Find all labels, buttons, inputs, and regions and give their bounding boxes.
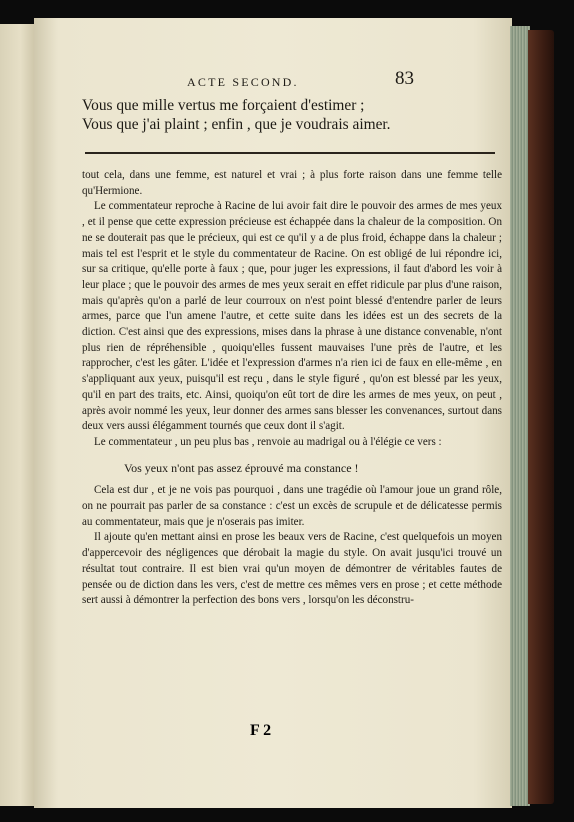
body-text (82, 168, 502, 609)
paragraph: Cela est dur , et je ne vois pas pourquoi , dans une tragédie où l'amour joue un grand rôle, on ne pourrait pas parler de sa constance : c'est un excès de scrupule et de délicatesse permis au commentateur, mais que je n'oserais pas imiter. (82, 484, 502, 528)
page-edges (510, 26, 530, 806)
left-page-edge (0, 24, 34, 806)
running-title: ACTE SECOND. (187, 75, 299, 89)
running-header (82, 68, 502, 96)
paragraph: Il ajoute qu'en mettant ainsi en prose les beaux vers de Racine, c'est quelquefois un moyen d'appercevoir des négligences que dérobait la magie du style. On avait jusqu'ici trouvé un résultat tout contraire. Il est bien vrai qu'un moyen de démontrer de véritables fautes de pensée ou de diction dans les vers, c'est de mettre ces mêmes vers en prose ; et cette méthode sert aussi à démontrer la perfection des bons vers , lorsqu'on les déconstru- (82, 531, 502, 607)
paragraph: Le commentateur , un peu plus bas , renvoie au madrigal ou à l'élégie ce vers : (94, 435, 442, 448)
paragraph: tout cela, dans une femme, est naturel et vrai ; à plus forte raison dans une femme telle qu'Hermione. (82, 169, 502, 197)
quoted-verse: Vos yeux n'ont pas assez éprouvé ma constance ! (124, 460, 359, 475)
book-cover (528, 30, 554, 804)
verse-line-2: Vous que j'ai plaint ; enfin , que je voudrais aimer. (82, 116, 391, 133)
paragraph: Le commentateur reproche à Racine de lui avoir fait dire le pouvoir des armes de mes yeux , et il pense que cette expression précieuse est échappée dans la chaleur de la composition. On ne se douterait pas que le précieux, qui est ce qu'il y a de plus froid, échappe dans la chaleur ; mais tel est l'esprit et le style du commentateur de Racine. On est obligé de lui répondre ici, sur sa critique, qu'elle porte à faux ; que, pour juger les expressions, il faut d'abord les voir à leur place ; que le pouvoir des armes de mes yeux serait en effet ridicule par plus d'une raison, mais qu'après qu'on a parlé de leur courroux on n'est point blessé d'entendre parler de leurs armes, parce que l'un amene l'autre, et cette suite dans les idées est un des secrets de la diction. C'est ainsi que des expressions, mises dans la phrase à une distance convenable, n'ont plus rien de répréhensible , quoiqu'elles fussent mauvaises l'une près de l'autre, et les rapprocher, c'est les gâter. L'idée et l'expression d'armes n'a rien ici de faux en elle-même , en s'appliquant aux yeux, puisqu'il est reçu , dans le style figuré , qu'on est blessé par les yeux, qu'il en part des traits, etc. Ainsi, quoiqu'on eût tort de dire les armes de mes yeux, on peut , après avoir nommé les yeux, leur donner des armes sans blesser les convenances, surtout dans deux vers aussi élégamment tournés que ceux dont il s'agit. (82, 200, 502, 433)
signature-mark: F 2 (250, 722, 272, 739)
horizontal-rule (85, 152, 495, 154)
page-content (82, 68, 502, 609)
page-number: 83 (395, 68, 414, 89)
verse-line-1: Vous que mille vertus me forçaient d'estimer ; (82, 97, 365, 114)
